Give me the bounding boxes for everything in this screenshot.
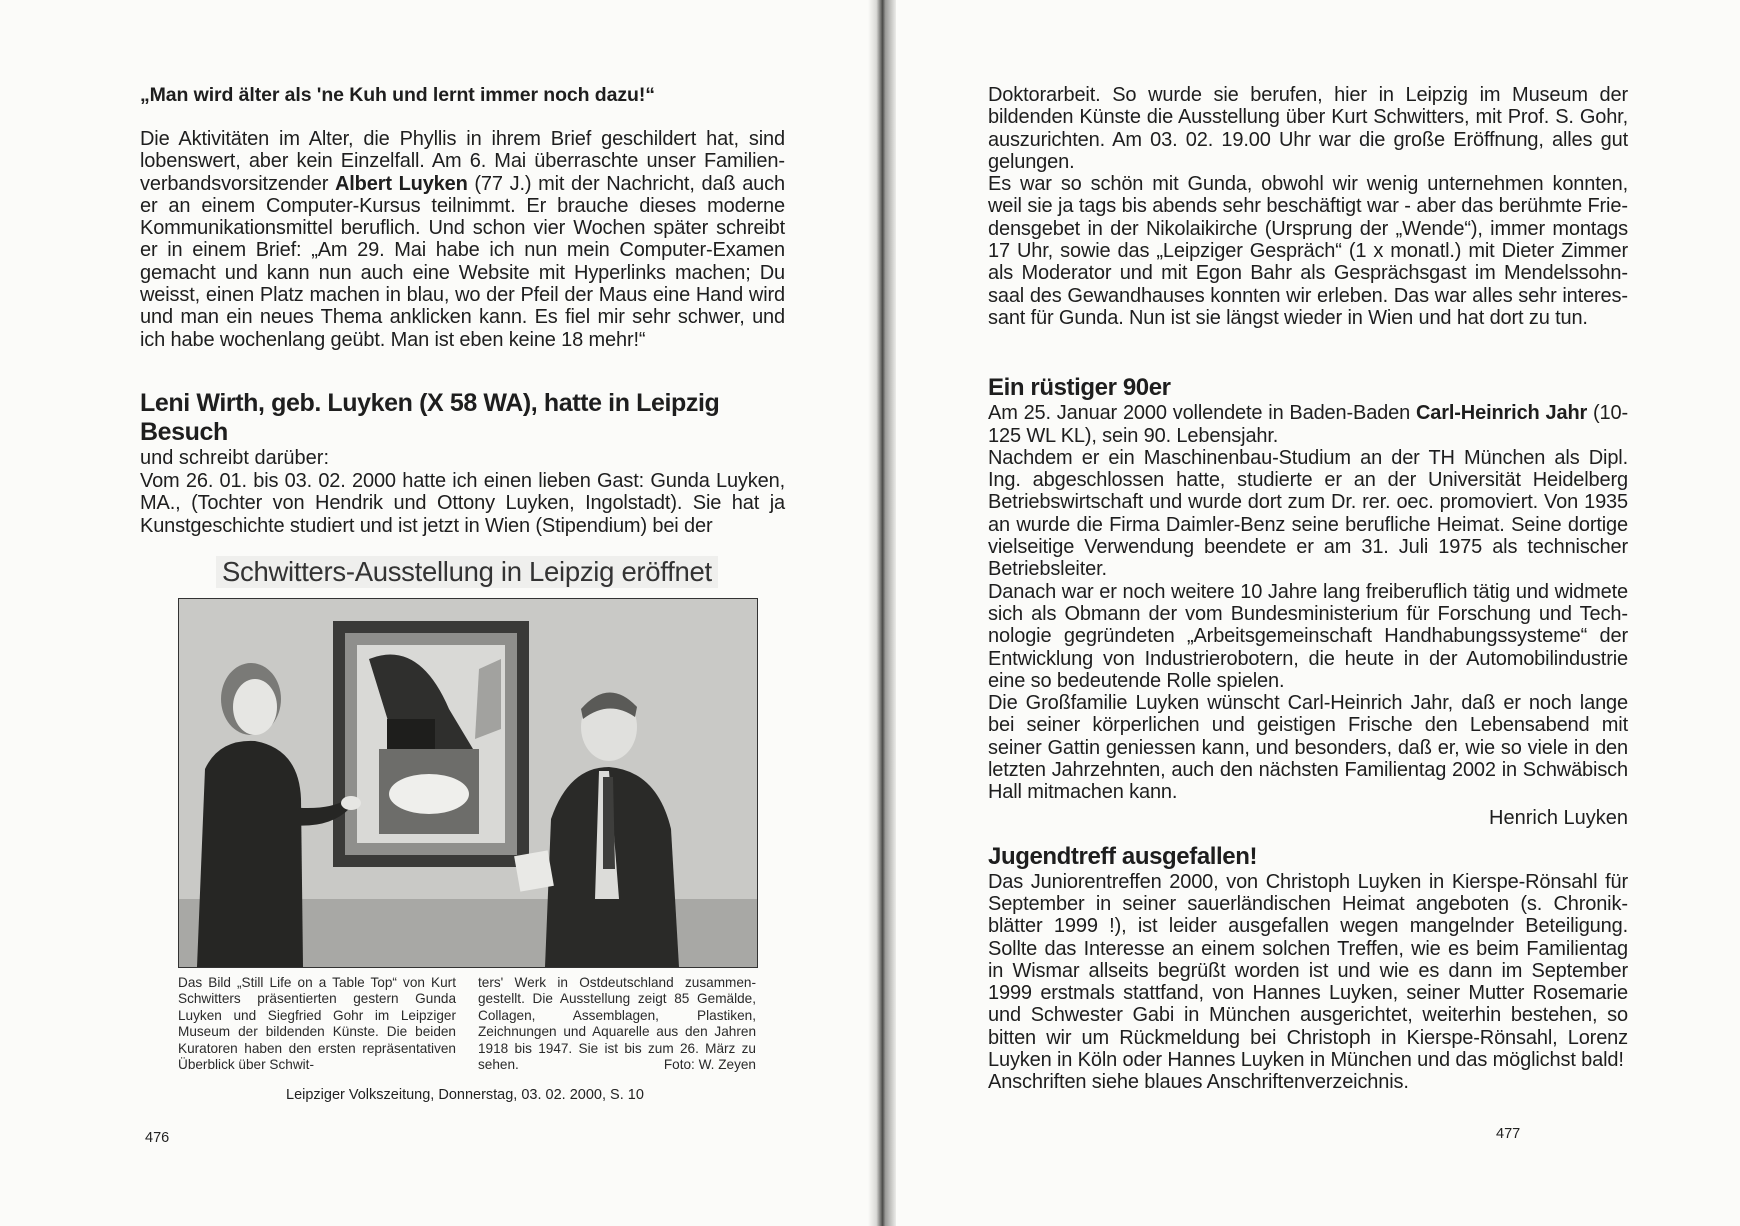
section2-paragraph-1: Das Juniorentreffen 2000, von Christoph Luyken in Kierspe-Rönsahl für September in seiner sauerländischen Heimat angeboten (s. Chronikblätter 1999 !), ist leider ausgefallen wegen mangelnder Beteiligung. Sollte das Interesse an einem solchen Treffen, wie es beim Familientag in Wismar allseits begrüßt worden ist und wie es dann im September 1999 erstmals stattfand, von Hannes Luyken, seiner Mutter Rosemarie und Schwester Gabi in München ausgerichtet, weiterhin bestehen, so bitten wir um Rückmeldung bei Christoph in Kierspe-Rönsahl, Lorenz Luyken in Köln oder Hannes Luyken in München und das möglichst bald!: [988, 870, 1628, 1071]
section2-paragraph-2: Anschriften siehe blaues Anschriftenverzeichnis.: [988, 1071, 1409, 1094]
right-page: [896, 0, 1740, 1226]
leni-subheading: und schreibt darüber:: [140, 446, 330, 469]
right-text-column: [988, 84, 1628, 1094]
signature: Henrich Luyken: [1489, 806, 1628, 829]
intro-name: Albert Luyken: [334, 172, 468, 195]
newspaper-clipping: [178, 556, 758, 1073]
left-text-column: [140, 84, 785, 537]
photo-credit: Foto: W. Zeyen: [663, 1057, 756, 1073]
intro-text-end: (77 J.) mit der Nachricht, daß auch er an einem Computer-Kursus teilnimmt. Er brauche dieses moderne Kommunikationsmittel beruflich. Und schon vier Wochen später schreibt er in einem Brief: „Am 29. Mai habe ich nun mein Computer-Examen gemacht und kann nun auch eine Website mit Hyperlinks machen; Du weisst, einen Platz machen in blau, wo der Pfeil der Maus eine Hand wird und man ein neues Thema anklicken kann. Es fiel mir sehr schwer, und ich habe wochenlang geübt. Man ist eben keine 18 mehr!“: [140, 172, 785, 351]
section1-paragraph-3: Danach war er noch weitere 10 Jahre lang freiberuflich tätig und widmete sich als Obmann der vom Bundesministerium für Forschung und Technologie gegründeten „Arbeitsgemeinschaft Handhabungssysteme“ der Entwicklung von Industrierobotern, die heute in der Automobilindustrie eine so bedeutende Rolle spielen.: [988, 580, 1628, 692]
clipping-caption: [178, 975, 758, 1073]
leni-heading: Leni Wirth, geb. Luyken (X 58 WA), hatte in Leipzig Besuch: [140, 388, 720, 446]
quote-title: „Man wird älter als 'ne Kuh und lernt immer noch dazu!“: [140, 84, 655, 106]
caption-left: Das Bild „Still Life on a Table Top“ von Kurt Schwitters präsentierten gestern Gunda Luyken und Siegfried Gohr im Leipziger Museum der bildenden Künste. Die beiden Kuratoren haben den ersten repräsentativen Überblick über Schwit-: [178, 975, 456, 1073]
section1-text-start: Am 25. Januar 2000 vollendete in Baden-Baden: [988, 402, 1416, 425]
caption-right: [478, 975, 756, 1073]
continuation-paragraph-2: Es war so schön mit Gunda, obwohl wir wenig unternehmen konnten, weil sie ja tags bis abends sehr beschäftigt war - aber das berühmte Friedensgebet in der Nikolaikirche (Ursprung der „Wende“), immer montags 17 Uhr, sowie das „Leipziger Gespräch“ (1 x monatl.) mit Dieter Zimmer als Moderator und mit Egon Bahr als Gesprächsgast im Mendelssohnsaal des Gewandhauses konnten wir erleben. Das war alles sehr interessant für Gunda. Nun ist sie längst wieder in Wien und hat dort zu tun.: [988, 173, 1628, 329]
page-number-right: 477: [1496, 1126, 1521, 1142]
intro-paragraph: [140, 128, 785, 351]
section-heading-90er: Ein rüstiger 90er: [988, 374, 1171, 402]
section1-paragraph-4: Die Großfamilie Luyken wünscht Carl-Heinrich Jahr, daß er noch lange bei seiner körperlichen und geistigen Frische den Lebensabend mit seiner Gattin geniessen kann, und besonders, daß er, wie so viele in den letzten Jahrzehnten, auch den nächsten Familientag 2002 in Schwäbisch Hall mitmachen kann.: [988, 692, 1628, 804]
leni-paragraph: Vom 26. 01. bis 03. 02. 2000 hatte ich einen lieben Gast: Gunda Luyken, MA., (Tochter von Hendrik und Ottony Luyken, Ingolstadt). Sie hat ja Kunstgeschichte studiert und ist jetzt in Wien (Stipendium) bei der: [140, 469, 785, 537]
section1-text-end: (10-125 WL KL), sein 90. Lebensjahr.: [988, 402, 1629, 447]
continuation-paragraph: Doktorarbeit. So wurde sie berufen, hier in Leipzig im Museum der bildenden Künste die Ausstellung über Kurt Schwitters, mit Prof. S. Gohr, auszurichten. Am 03. 02. 19.00 Uhr war die große Eröffnung, alles gut gelungen.: [988, 84, 1628, 173]
book-gutter: [868, 0, 896, 1226]
clipping-title: Schwitters-Ausstellung in Leipzig eröffnet: [216, 556, 718, 588]
intro-text-start: Die Aktivitäten im Alter, die Phyllis in ihrem Brief geschildert hat, sind lobenswert, aber kein Einzelfall. Am 6. Mai überraschte unser Familienverbandsvorsitzender: [140, 128, 785, 195]
left-page: [0, 0, 868, 1226]
section1-name: Carl-Heinrich Jahr: [1415, 402, 1588, 425]
page-number-left: 476: [145, 1130, 170, 1146]
section-heading-jugendtreff: Jugendtreff ausgefallen!: [988, 842, 1258, 870]
caption-right-text: ters' Werk in Ostdeutschland zusammengestellt. Die Ausstellung zeigt 85 Gemälde, Collagen, Assemblagen, Plastiken, Zeichnungen und Aquarelle aus den Jahren 1918 bis 1947. Sie ist bis zum 26. März zu sehen.: [478, 975, 756, 1073]
section1-paragraph-1: [988, 402, 1628, 447]
section1-paragraph-2: Nachdem er ein Maschinenbau-Studium an der TH München als Dipl. Ing. abgeschlossen hatte, studierte er an der Universität Heidelberg Betriebswirtschaft und wurde dort zum Dr. rer. oec. promoviert. Von 1935 an wurde die Firma Daimler-Benz seine berufliche Heimat. Seine dortige vielseitige Verwendung beendete er am 31. Juli 1975 als technischer Betriebsleiter.: [988, 446, 1628, 581]
photo-illustration: [179, 599, 757, 967]
clipping-source: Leipziger Volkszeitung, Donnerstag, 03. 02. 2000, S. 10: [286, 1087, 644, 1103]
clipping-photo: [178, 598, 758, 968]
